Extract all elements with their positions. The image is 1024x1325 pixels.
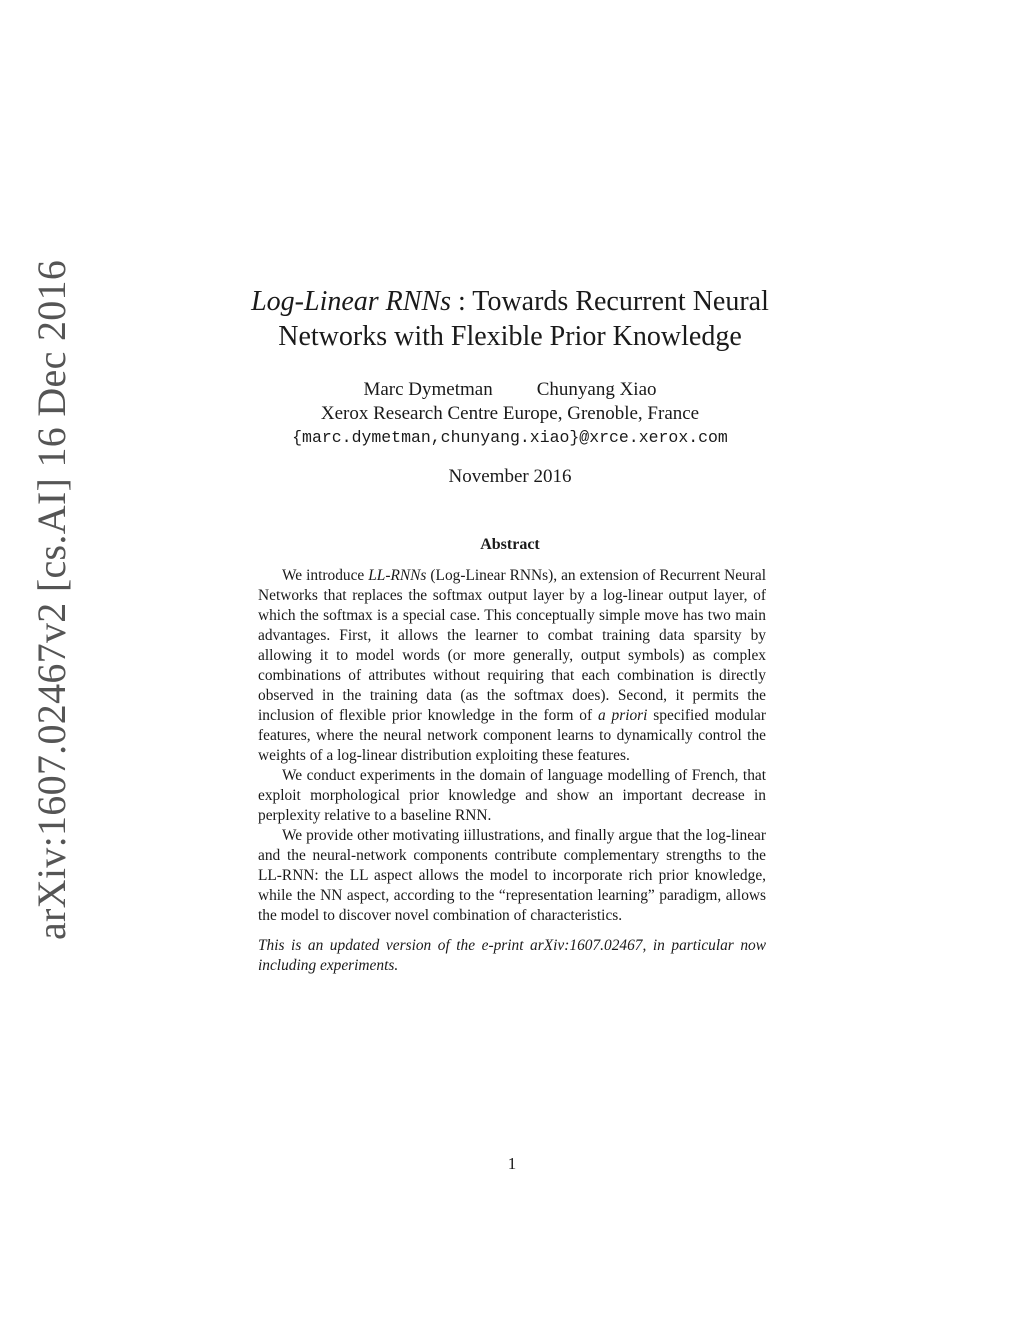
- paper-title: [200, 284, 820, 354]
- abstract-p1-text-b: (Log-Linear RNNs), an extension of Recurrent Neural Networks that replaces the softmax output layer by a log-linear output layer, of which the softmax is a special case. This conceptually simple move has two main advantages. First, it allows the learner to combat training data sparsity by allowing it to model words (or more generally, output symbols) as complex combinations of attributes without requiring that each combination is directly observed in the training data (as the softmax does). Second, it permits the inclusion of flexible prior knowledge in the form of: [258, 567, 766, 724]
- abstract-p1-text-a: We introduce: [282, 567, 369, 584]
- abstract-paragraph-2: We conduct experiments in the domain of language modelling of French, that exploit morphological prior knowledge and show an important decrease in perplexity relative to a baseline RNN.: [258, 767, 766, 824]
- abstract-update-note: This is an updated version of the e-print arXiv:1607.02467, in particular now including experiments.: [258, 937, 766, 974]
- author-names: [200, 378, 820, 402]
- abstract-p1-italic-2: a priori: [597, 707, 648, 724]
- page-number: 1: [507, 1154, 517, 1173]
- abstract-p1-text-c: specified modular features, where the neural network component learns to dynamically control the weights of a log-linear distribution exploiting these features.: [258, 707, 766, 764]
- author-email: {marc.dymetman,chunyang.xiao}@xrce.xerox.com: [292, 428, 728, 447]
- title-line-1: [200, 284, 820, 319]
- arxiv-identifier: arXiv:1607.02467v2 [cs.AI] 16 Dec 2016: [29, 259, 74, 940]
- title-rest-line-1: : Towards Recurrent Neural: [451, 286, 769, 317]
- title-italic-part: Log-Linear RNNs: [251, 286, 452, 317]
- abstract-paragraph-3: We provide other motivating iillustrations, and finally argue that the log-linear and the neural-network components contribute complementary strengths to the LL-RNN: the LL aspect allows the model to incorporate rich prior knowledge, while the NN aspect, according to the “representation learning” paradigm, allows the model to discover novel combination of characteristics.: [258, 827, 766, 924]
- title-line-2: Networks with Flexible Prior Knowledge: [278, 321, 742, 352]
- abstract-body: [258, 566, 766, 976]
- affiliation: Xerox Research Centre Europe, Grenoble, France: [320, 403, 700, 424]
- author-2: Chunyang Xiao: [536, 379, 657, 400]
- author-1: Marc Dymetman: [363, 379, 493, 400]
- author-block: [200, 378, 820, 450]
- abstract-heading: Abstract: [480, 536, 540, 553]
- abstract-paragraph-1: [258, 566, 766, 766]
- publication-date: November 2016: [448, 466, 572, 487]
- abstract-p1-italic: LL-RNNs: [368, 567, 427, 584]
